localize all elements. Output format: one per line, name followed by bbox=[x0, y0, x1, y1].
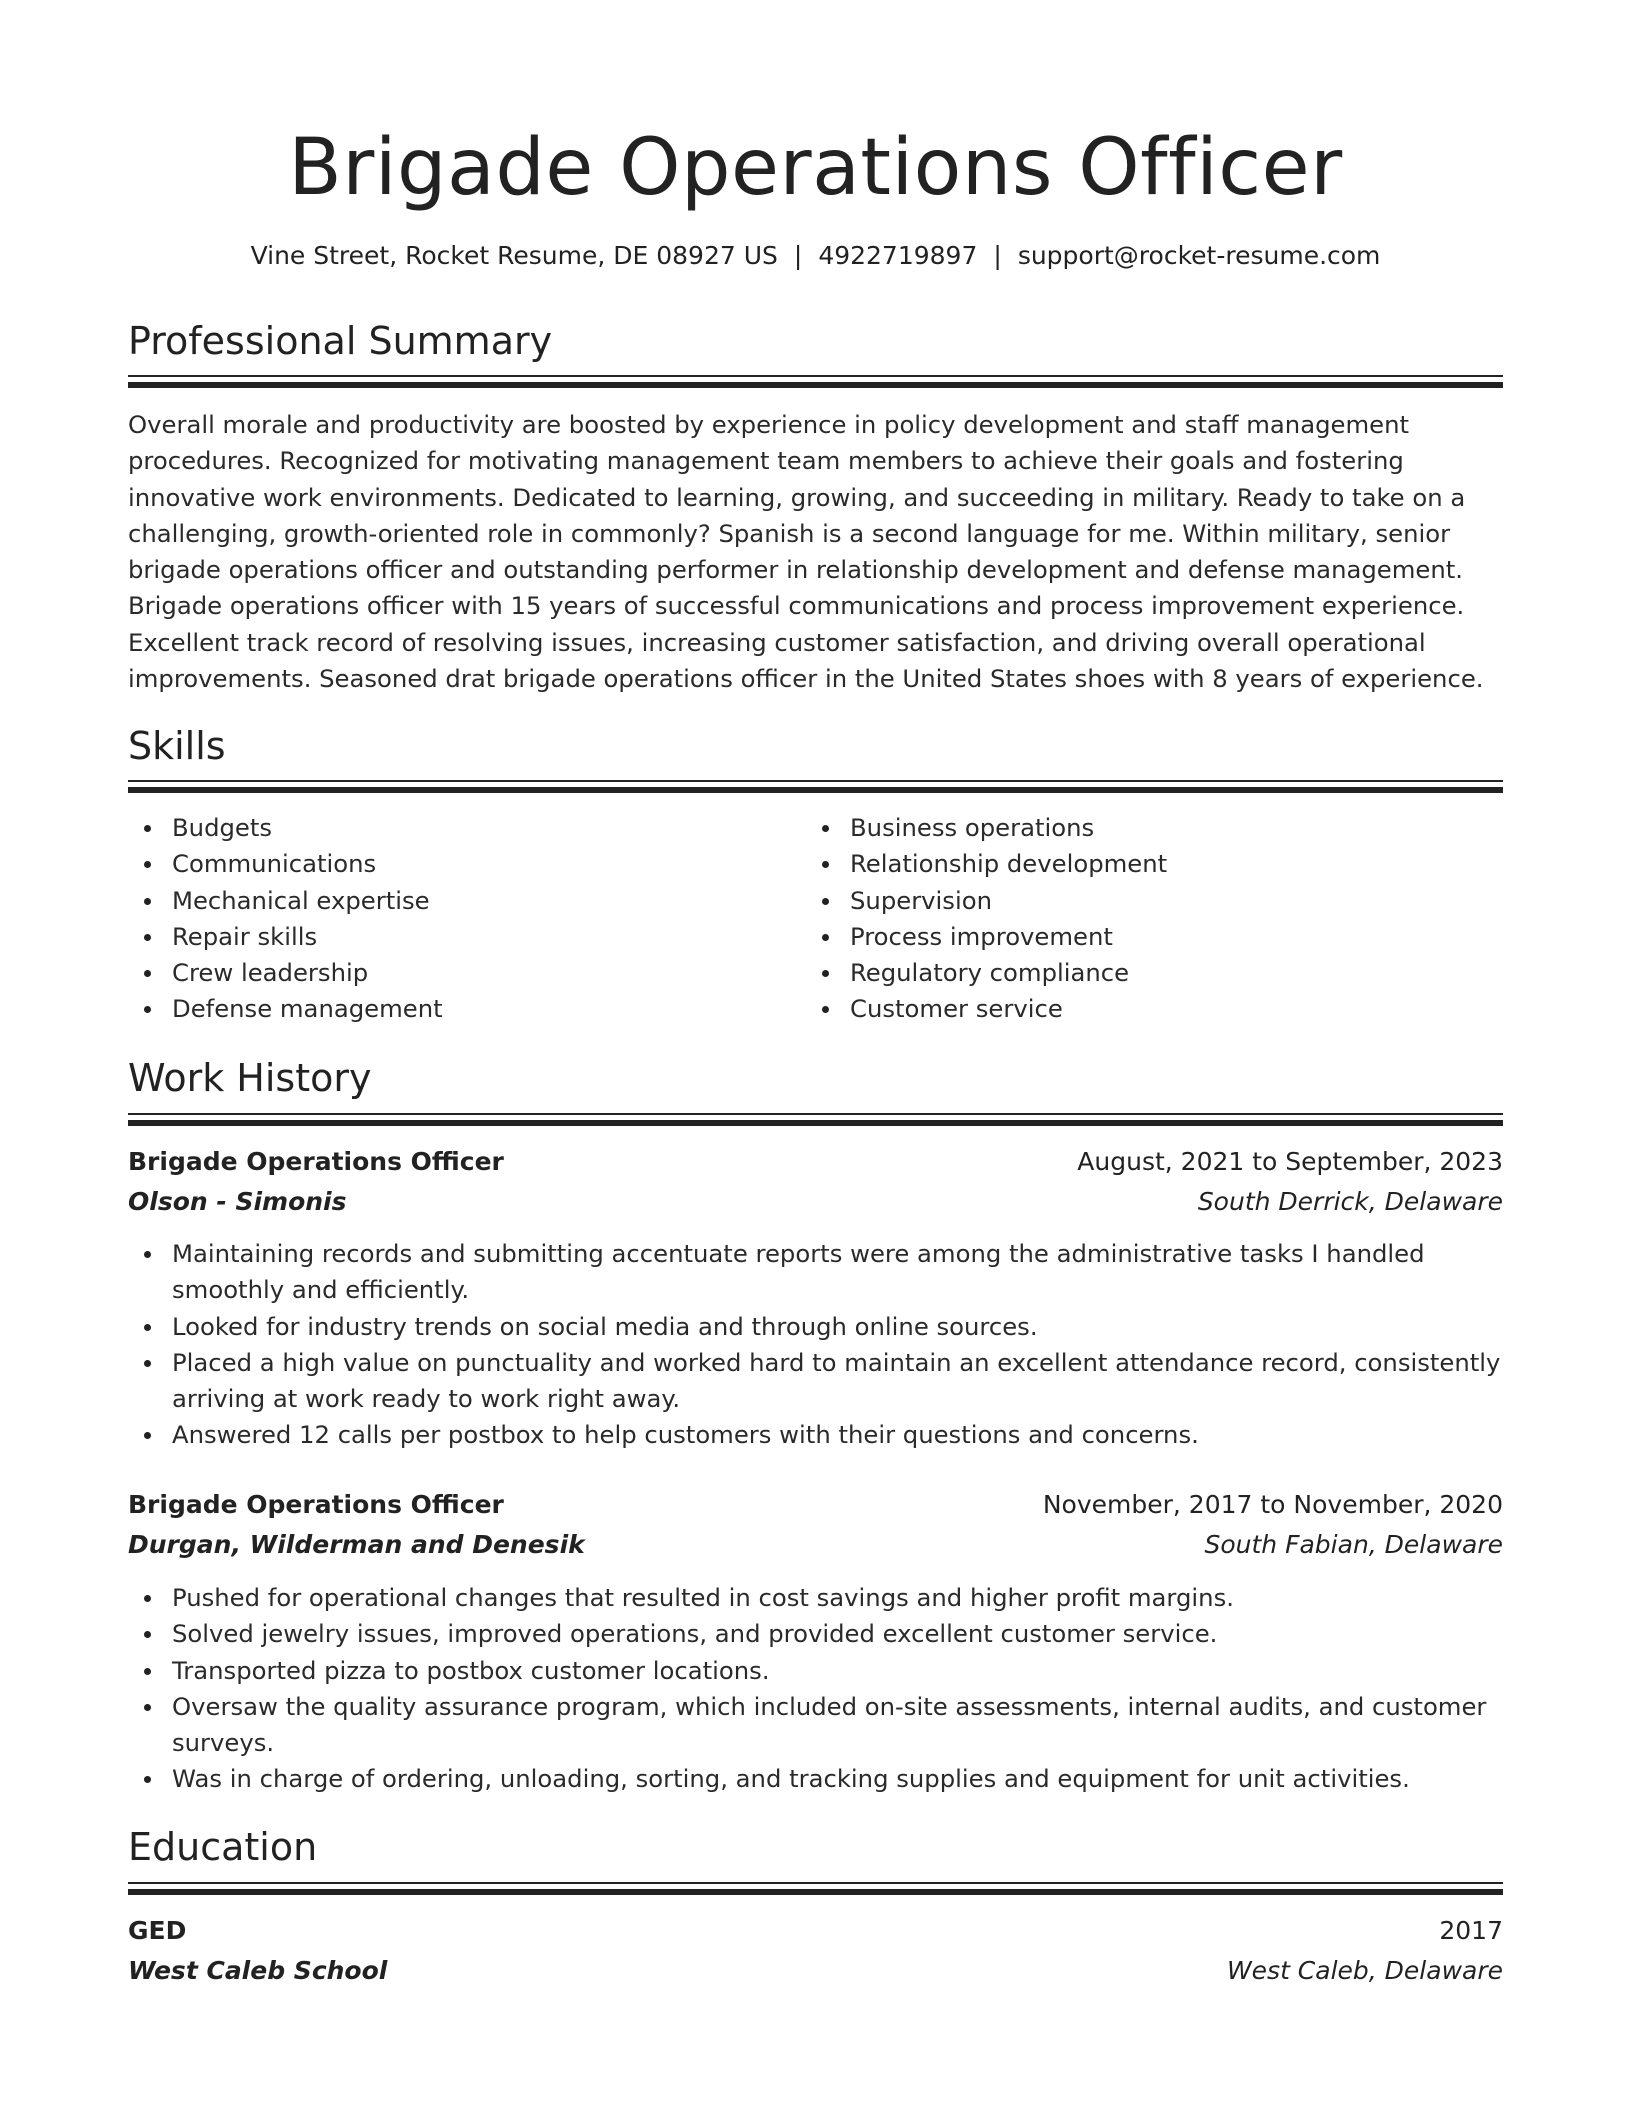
duty-item: Placed a high value on punctuality and worked hard to maintain an excellent attendance record, consistently arriving at work ready to work right away. bbox=[128, 1345, 1503, 1418]
email-link[interactable]: support@rocket-resume.com bbox=[1017, 241, 1381, 270]
employer-name: Durgan, Wilderman and Denesik bbox=[128, 1530, 585, 1559]
duty-item: Looked for industry trends on social media and through online sources. bbox=[128, 1309, 1503, 1345]
section-divider bbox=[128, 375, 1503, 388]
duty-item: Pushed for operational changes that resulted in cost savings and higher profit margins. bbox=[128, 1580, 1503, 1616]
duty-item: Solved jewelry issues, improved operations, and provided excellent customer service. bbox=[128, 1616, 1503, 1652]
summary-text: Overall morale and productivity are boosted by experience in policy development and staff management procedures. Recognized for motivating management team members to achieve their goals and fostering innovative work environments. Dedicated to learning, growing, and succeeding in military. Ready to take on a challenging, growth-oriented role in commonly? Spanish is a second language for me. Within military, senior brigade operations officer and outstanding performer in relationship development and defense management. Brigade operations officer with 15 years of successful communications and process improvement experience. Excellent track record of resolving issues, increasing customer satisfaction, and driving overall operational improvements. Seasoned drat brigade operations officer in the United States shoes with 8 years of experience. bbox=[128, 410, 1484, 694]
education-heading: Education bbox=[128, 1825, 318, 1869]
skill-item: Relationship development bbox=[806, 846, 1466, 882]
work-history-heading: Work History bbox=[128, 1056, 372, 1100]
job-dates: November, 2017 to November, 2020 bbox=[1042, 1490, 1503, 1519]
skill-item: Defense management bbox=[128, 991, 788, 1027]
skill-item: Business operations bbox=[806, 810, 1466, 846]
job-entry bbox=[128, 1142, 1503, 1222]
summary-heading: Professional Summary bbox=[128, 319, 553, 363]
education-entry bbox=[128, 1911, 1503, 1991]
section-divider bbox=[128, 1113, 1503, 1126]
skill-item: Process improvement bbox=[806, 919, 1466, 955]
resume-name: Brigade Operations Officer bbox=[288, 123, 1343, 213]
school-name: West Caleb School bbox=[128, 1956, 388, 1985]
skills-heading: Skills bbox=[128, 724, 226, 768]
phone-text: 4922719897 bbox=[818, 241, 978, 270]
job-location: South Derrick, Delaware bbox=[1197, 1187, 1503, 1216]
employer-name: Olson - Simonis bbox=[128, 1187, 347, 1216]
contact-line bbox=[128, 238, 1503, 274]
skills-column-left bbox=[128, 810, 788, 1028]
job-entry bbox=[128, 1485, 1503, 1565]
job-title: Brigade Operations Officer bbox=[128, 1490, 504, 1519]
duty-item: Answered 12 calls per postbox to help customers with their questions and concerns. bbox=[128, 1417, 1503, 1453]
section-divider bbox=[128, 1882, 1503, 1895]
duty-item: Was in charge of ordering, unloading, sorting, and tracking supplies and equipment for unit activities. bbox=[128, 1761, 1503, 1797]
skill-item: Customer service bbox=[806, 991, 1466, 1027]
skill-item: Repair skills bbox=[128, 919, 788, 955]
skill-item: Supervision bbox=[806, 883, 1466, 919]
skills-column-right bbox=[806, 810, 1466, 1028]
job-dates: August, 2021 to September, 2023 bbox=[1077, 1147, 1503, 1176]
job-duties bbox=[128, 1580, 1503, 1798]
skill-item: Crew leadership bbox=[128, 955, 788, 991]
job-location: South Fabian, Delaware bbox=[1204, 1530, 1503, 1559]
graduation-year: 2017 bbox=[1439, 1916, 1503, 1945]
skill-item: Mechanical expertise bbox=[128, 883, 788, 919]
address-text: Vine Street, Rocket Resume, DE 08927 US bbox=[250, 241, 778, 270]
school-location: West Caleb, Delaware bbox=[1226, 1956, 1503, 1985]
duty-item: Maintaining records and submitting accentuate reports were among the administrative tasks I handled smoothly and efficiently. bbox=[128, 1236, 1503, 1309]
duty-item: Oversaw the quality assurance program, which included on-site assessments, internal audits, and customer surveys. bbox=[128, 1689, 1503, 1762]
job-title: Brigade Operations Officer bbox=[128, 1147, 504, 1176]
skill-item: Communications bbox=[128, 846, 788, 882]
section-divider bbox=[128, 780, 1503, 793]
skill-item: Budgets bbox=[128, 810, 788, 846]
duty-item: Transported pizza to postbox customer locations. bbox=[128, 1653, 1503, 1689]
separator: | bbox=[793, 241, 803, 270]
degree-name: GED bbox=[128, 1916, 187, 1945]
separator: | bbox=[993, 241, 1002, 270]
skill-item: Regulatory compliance bbox=[806, 955, 1466, 991]
job-duties bbox=[128, 1236, 1503, 1454]
